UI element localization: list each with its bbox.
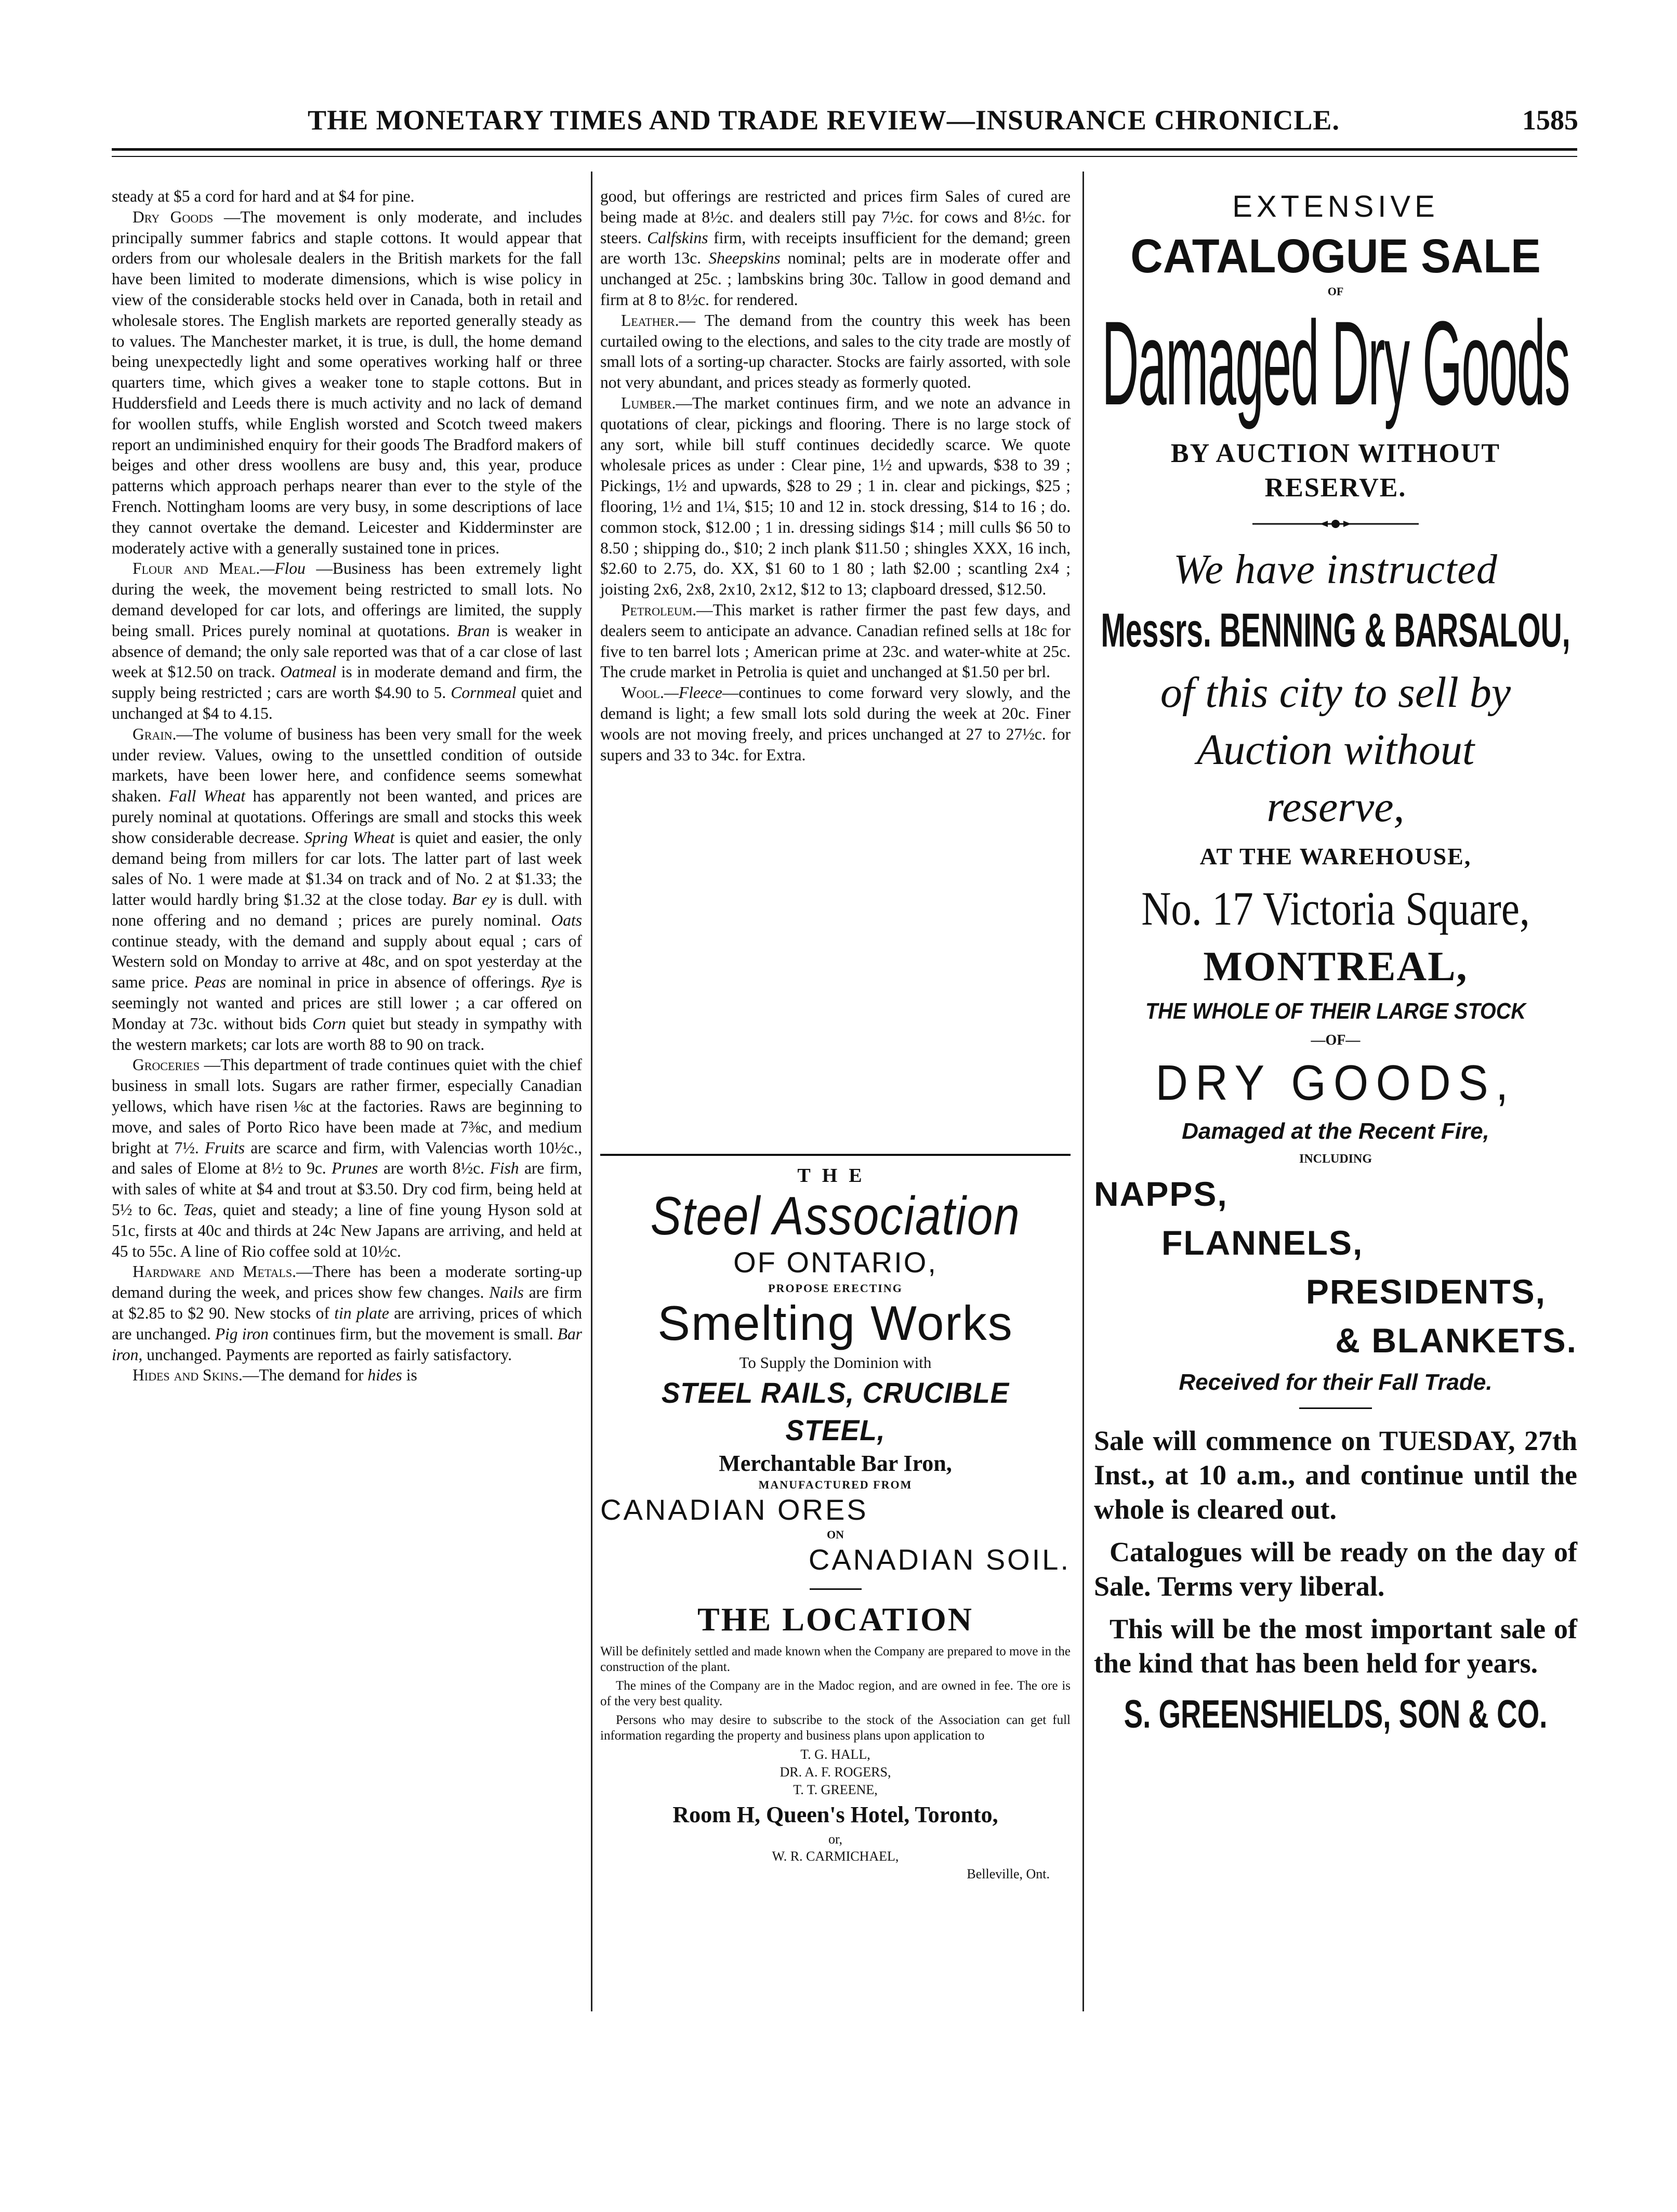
paragraph-grain [112, 724, 582, 1055]
paragraph-groceries [112, 1055, 582, 1261]
sale-extensive: EXTENSIVE [1232, 190, 1439, 223]
text-hides-cont-c: nominal; pelts are in moderate offer and unchanged at 25c. ; lambskins bring 30c. Tallow in good demand and firm at 8 to 8½c. for rendered. [600, 249, 1071, 309]
text-hw-b: are firm at $2.85 to $2 90. New stocks of [112, 1283, 582, 1323]
text-dry-goods: —The movement is only moderate, and includes principally summer fabrics and staple cottons. It would appear that orders from our wholesale dealers in the British markets for the fall have been limited to moderate dimensions, which is wise policy in view of the considerable stocks held over in Canada, both in retail and wholesale stores. The English markets are reported generally steady as to values. The Manchester market, it is true, is dull, the home demand being unexpectedly light and some operatives working half or three quarters time, which gives a weaker tone to staple cottons. But in Huddersfield and Leeds there is much activity and no lack of demand for woollen stuffs, while English worsted and Scotch tweed makers report an undiminished enquiry for their goods The Bradford makers of beiges and other dress woollens are busy and, this year, produce patterns which approach perhaps nearer than ever to the style of the French. Nottingham looms are very busy, in some descriptions of lace they cannot overtake the demand. Leicester and Kidderminster are moderately active with a generally sustained tone in prices. [112, 207, 582, 557]
sale-catalogues-text: Catalogues will be ready on the day of Sale. Terms very liberal. [1094, 1536, 1577, 1602]
ad-bar-iron: Merchantable Bar Iron, [719, 1451, 952, 1476]
text-grain-e: continue steady, with the demand and supply about equal ; cars of Western sold on Monday to arrive at 48c, and on spot yesterday at the same price. [112, 931, 582, 992]
ornament-divider-icon [1252, 518, 1419, 530]
header-rule-thin [112, 156, 1577, 157]
ad-or: or, [828, 1832, 843, 1847]
term-pig-iron: Pig iron [215, 1324, 269, 1343]
sale-including: INCLUDING [1299, 1152, 1372, 1166]
column-2-text [600, 186, 1071, 765]
ad-contact-greene: T. T. GREENE, [793, 1782, 878, 1797]
sale-commence-text: Sale will commence on TUESDAY, 27th Inst., at 10 a.m., and continue until the whole is cleared out. [1094, 1425, 1577, 1525]
column-divider-1 [591, 172, 592, 2011]
term-hides: hides [367, 1366, 402, 1385]
text-grain-f: are nominal in price in absence of offerings. [226, 973, 541, 992]
sale-damaged-dry-goods: Damaged Dry Goods [1102, 296, 1569, 430]
sale-of-dash: —OF— [1311, 1032, 1361, 1048]
term-corn: Corn [312, 1014, 346, 1033]
paragraph-flour [112, 558, 582, 723]
text-hw-a: —There has been a moderate sorting-up demand during the week, and prices show few changes. [112, 1262, 582, 1302]
page-header-title: THE MONETARY TIMES AND TRADE REVIEW—INSURANCE CHRONICLE. [308, 104, 1340, 136]
term-sheepskins: Sheepskins [708, 249, 781, 268]
sale-dry-goods: DRY GOODS, [1155, 1055, 1516, 1111]
sale-at-the-warehouse: AT THE WAREHOUSE, [1199, 843, 1472, 870]
ad-location-text-2: The mines of the Company are in the Madoc region, and are owned in fee. The ore is of the very best quality. [600, 1679, 1071, 1708]
text-flour-d: quiet and unchanged at $4 to 4.15. [112, 683, 582, 722]
ad-location-heading: THE LOCATION [697, 1601, 973, 1638]
text-hides-a: —The demand for [242, 1366, 368, 1385]
ad-contact-rogers: DR. A. F. ROGERS, [780, 1765, 891, 1780]
text-groc-e: quiet and steady; a line of fine young Hyson sold at 51c, firsts at 40c and thirds at 24c New Japans are arriving, and held at 45 to 55c. A line of Rio coffee sold at 10½c. [112, 1201, 582, 1260]
paragraph-dry-goods [112, 207, 582, 559]
sale-flannels: FLANNELS, [1161, 1223, 1364, 1262]
text-hides-cont-a: good, but offerings are restricted and prices firm Sales of cured are being made at 8½c. and dealers still pay 7½c. for cows and 8½c. for steers. [600, 187, 1071, 247]
term-oatmeal: Oatmeal [280, 663, 337, 681]
term-rye: Rye [540, 973, 565, 992]
text-groc-d: are firm, with sales of white at $4 and trout at $3.50. Dry cod firm, being held at 5½ to 6c. [112, 1159, 582, 1219]
term-bar-iron: Bar iron, [112, 1324, 582, 1364]
text-groc-c: are worth 8½c. [378, 1159, 490, 1178]
text-grain-b: has apparently not been wanted, and prices are purely nominal at quotations. Offerings are small and stocks this week show considerable decrease. [112, 787, 583, 847]
ad-the: THE [797, 1165, 874, 1187]
text-groc-b: are scarce and firm, with Valencias worth 10½c., and sales of Elome at 8½ to 9c. [112, 1138, 583, 1178]
text-grain-g: is seemingly not wanted and prices are still lower ; a car offered on Monday at 73c. without bids [112, 973, 583, 1033]
text-hides-b: is [402, 1366, 417, 1385]
paragraph-hardware [112, 1261, 582, 1365]
text-grain-d: is dull. with none offering and no demand ; prices are purely nominal. [112, 890, 582, 929]
paragraph-wood: steady at $5 a cord for hard and at $4 for pine. [112, 187, 415, 205]
text-hw-d: continues firm, but the movement is small. [268, 1324, 558, 1343]
term-oats: Oats [551, 911, 582, 929]
sale-presidents: PRESIDENTS, [1305, 1272, 1546, 1311]
text-hides-cont-b: firm, with receipts insufficient for the demand; green are worth 13c. [600, 228, 1071, 268]
sale-of-this-city: of this city to sell by [1160, 668, 1511, 717]
sale-blankets: & BLANKETS. [1335, 1321, 1577, 1360]
ad-location-text-3: Persons who may desire to subscribe to the stock of the Association can get full information regarding the property and business plans upon application to [600, 1713, 1071, 1743]
term-nails: Nails [489, 1283, 524, 1302]
text-grain-c: is quiet and easier, the only demand being from millers for car lots. The latter part of last week sales of No. 1 were made at $1.34 on track and of No. 2 at $1.33; the latter would hardly bring $1.32 at the close today. [112, 828, 582, 909]
heading-hides: Hides and Skins. [133, 1366, 243, 1385]
ad-location-text-1: Will be definitely settled and made known when the Company are prepared to move in the construction of the plant. [600, 1644, 1071, 1674]
ad-propose: PROPOSE ERECTING [768, 1282, 903, 1295]
ad-contact-carmichael: W. R. CARMICHAEL, [772, 1849, 899, 1864]
heading-hardware: Hardware and Metals. [133, 1262, 296, 1281]
term-bran: Bran [457, 621, 490, 640]
ad-top-rule [600, 1154, 1071, 1156]
heading-flour: Flour and Meal. [133, 559, 260, 578]
sale-whole-stock: THE WHOLE OF THEIR LARGE STOCK [1145, 998, 1526, 1024]
heading-petroleum: Petroleum. [621, 600, 697, 619]
text-hw-e: unchanged. Payments are reported as fairly satisfactory. [142, 1345, 512, 1364]
sale-of: OF [1327, 285, 1344, 298]
ad-supply: To Supply the Dominion with [739, 1353, 932, 1372]
term-calfskins: Calfskins [647, 228, 708, 247]
ad-manufactured: MANUFACTURED FROM [758, 1478, 913, 1491]
catalogue-sale-ad [1094, 186, 1577, 1741]
heading-wool: Wool. [621, 683, 664, 702]
text-grain-h: quiet but steady in sympathy with the western markets; car lots are worth 88 to 90 on track. [112, 1014, 582, 1054]
sale-reserve-italic: reserve, [1266, 783, 1405, 831]
text-wool: —continues to come forward very slowly, and the demand is light; a few small lots sold during the week at 20c. Finer wools are not moving freely, and prices unchanged at 27 to 27½c. for supers and 33 to 34c. for Extra. [600, 683, 1071, 764]
term-cornmeal: Cornmeal [451, 683, 517, 702]
text-flour-c: is in moderate demand and firm, the supply being restricted ; cars are worth $4.90 to 5. [112, 663, 582, 702]
heading-dry-goods: Dry Goods [133, 207, 214, 226]
text-flour-b: is weaker in absence of demand; the only sale reported was that of a car close of last week at $12.50 on track. [112, 621, 582, 681]
heading-groceries: Groceries [133, 1056, 200, 1074]
subheading-flour: —Flou [260, 559, 306, 578]
column-1-text [112, 186, 582, 1386]
header-rule [112, 148, 1577, 151]
ad-steel-association: Steel Association [650, 1186, 1021, 1246]
text-petroleum: —This market is rather firmer the past few days, and dealers seem to anticipate an advance. Canadian refined sells at 18c for five to ten barrel lots ; American prime at 23c. and water-white at 25c. The crude market in Petrolia is quiet and unchanged at $1.50 per brl. [600, 600, 1071, 681]
sale-auction-without: Auction without [1196, 726, 1475, 774]
term-spring-wheat: Spring Wheat [304, 828, 395, 847]
sale-montreal: MONTREAL, [1203, 944, 1468, 990]
ad-of-ontario: OF ONTARIO, [733, 1246, 937, 1279]
term-barley: Bar ey [452, 890, 497, 909]
term-fleece: —Fleece [664, 683, 722, 702]
steel-association-ad [600, 1154, 1071, 1883]
text-hw-c: are arriving, prices of which are unchanged. [112, 1304, 582, 1343]
paragraph-lumber [600, 393, 1071, 600]
term-fall-wheat: Fall Wheat [168, 787, 246, 806]
sale-received: Received for their Fall Trade. [1179, 1370, 1493, 1395]
paragraph-hides-cont [600, 186, 1071, 310]
text-flour-a: —Business has been extremely light during the week, the movement being restricted to small lots. No demand developed for car lots, and offerings are limited, the supply being small. Prices purely nominal at quotations. [112, 559, 583, 640]
sale-reserve: RESERVE. [1264, 473, 1407, 503]
sale-important-text: This will be the most important sale of the kind that has been held for years. [1094, 1613, 1577, 1679]
heading-leather: Leather. [621, 311, 679, 330]
term-tin-plate: tin plate [334, 1304, 389, 1323]
paragraph-wool [600, 682, 1071, 765]
term-teas: Teas, [183, 1201, 217, 1219]
term-fruits: Fruits [204, 1138, 245, 1157]
sale-damaged-fire: Damaged at the Recent Fire, [1182, 1118, 1489, 1144]
text-leather: — The demand from the country this week has been curtailed owing to the elections, and sales to the city trade are mostly of small lots of a sorting-up character. Stocks are fairly assorted, with sole not very abundant, and prices steady as formerly quoted. [600, 311, 1071, 392]
ad-smelting-works: Smelting Works [657, 1296, 1013, 1350]
ad-room-h: Room H, Queen's Hotel, Toronto, [672, 1802, 998, 1827]
text-groc-a: —This department of trade continues quiet with the chief business in small lots. Sugars are rather firmer, especially Canadian yellows, which have risen ⅛c at the factories. Raws are beginning to move, and sales of Porto Rico have been made at 7⅜c, and medium bright at 7½. [112, 1056, 582, 1157]
sale-by-auction: BY AUCTION WITHOUT [1170, 439, 1501, 468]
ad-steel-rails: STEEL RAILS, CRUCIBLE STEEL, [661, 1376, 1010, 1446]
page-number: 1585 [1522, 104, 1578, 136]
ad-on: ON [827, 1528, 844, 1541]
paragraph-petroleum [600, 600, 1071, 682]
ad-canadian-ores: CANADIAN ORES [600, 1493, 868, 1526]
term-prunes: Prunes [332, 1159, 378, 1178]
heading-grain: Grain. [133, 725, 177, 743]
ad-belleville: Belleville, Ont. [967, 1866, 1050, 1881]
sale-catalogue: CATALOGUE SALE [1130, 230, 1541, 283]
sale-messrs: Messrs. BENNING & BARSALOU, [1101, 604, 1570, 657]
sale-greenshields: S. GREENSHIELDS, SON & CO. [1124, 1692, 1548, 1736]
text-lumber: —The market continues firm, and we note an advance in quotations of clear, pickings and flooring. There is no large stock of any sort, while bill stuff continues decidedly scarce. We quote wholesale prices as under : Clear pine, 1½ and upwards, $38 to 39 ; Pickings, 1½ and upwards, $28 to 29 ; 1 in. clear and pickings, $25 ; flooring, 1½ and 1¼, $15; 10 and 12 in. stock dressing, $14 to 16 ; do. common stock, $12.00 ; 1 in. dressing sidings $14 ; mill culls $6 50 to 8.50 ; shipping do., $10; 2 inch plank $11.50 ; shingles XXX, 16 inch, $2.60 to 2.75, do. XX, $1 60 to 1 80 ; lath $2.00 ; scantling 2x4 ; joisting 2x6, 2x8, 2x10, 2x12, $12 to 13; clapboard dressed, $12.50. [600, 393, 1071, 599]
sale-address: No. 17 Victoria Square, [1141, 882, 1530, 935]
sale-napps: NAPPS, [1094, 1175, 1228, 1213]
sale-we-have-instructed: We have instructed [1173, 547, 1498, 592]
paragraph-leather [600, 310, 1071, 393]
term-peas: Peas [194, 973, 227, 992]
ad-contact-hall: T. G. HALL, [800, 1747, 870, 1762]
ad-short-rule [810, 1588, 862, 1590]
sale-short-rule [1299, 1407, 1372, 1409]
term-fish: Fish [490, 1159, 519, 1178]
paragraph-hides [112, 1365, 582, 1386]
text-grain-a: —The volume of business has been very small for the week under review. Values, owing to the unsettled condition of outside markets, have been lower here, and confidence seems somewhat shaken. [112, 725, 582, 806]
heading-lumber: Lumber. [621, 393, 676, 412]
ad-canadian-soil: CANADIAN SOIL. [808, 1543, 1071, 1576]
